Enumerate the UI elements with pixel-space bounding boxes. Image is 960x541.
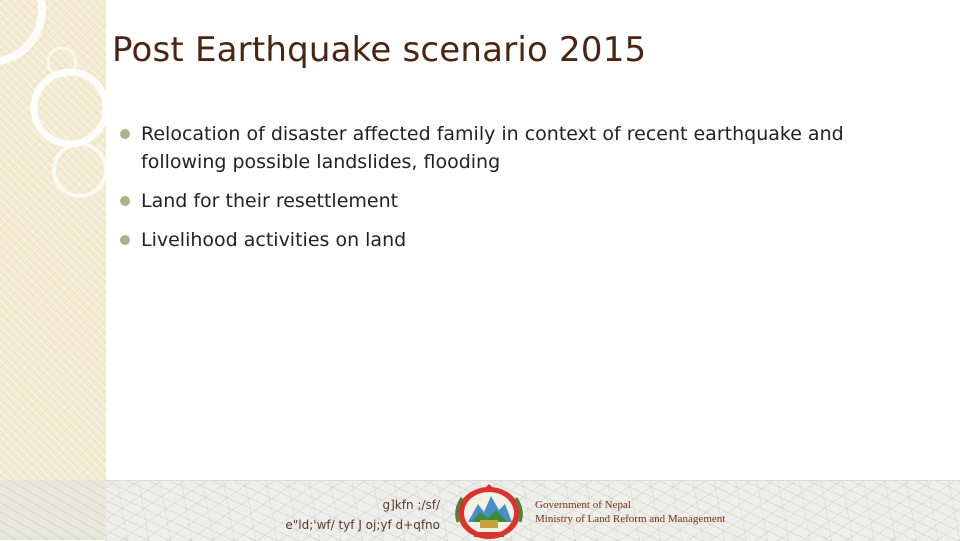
footer-government-text <box>535 498 725 526</box>
gov-line-2: Ministry of Land Reform and Management <box>535 513 726 525</box>
footer-banner <box>106 480 960 541</box>
bullet-item <box>120 187 880 215</box>
gov-line-1: Government of Nepal <box>535 499 631 511</box>
bullet-item <box>120 120 880 176</box>
bullet-item <box>120 226 880 254</box>
bullet-text: Land for their resettlement <box>141 190 399 212</box>
bullet-text: Livelihood activities on land <box>141 229 407 251</box>
bullet-dot <box>120 129 130 139</box>
footer-nepali-text <box>250 495 440 535</box>
nepali-line-1: g]kfn ;/sf/ <box>382 498 440 512</box>
bullet-text: Relocation of disaster affected family in context of recent earthquake and following possible landslides, flooding <box>141 123 844 173</box>
slide-title: Post Earthquake scenario 2015 <box>112 30 647 70</box>
bullet-dot <box>120 196 130 206</box>
nepal-government-emblem-icon <box>450 482 528 540</box>
nepali-line-2: e"ld;'wf/ tyf J oj;yf d+qfno <box>285 518 440 532</box>
bullet-dot <box>120 235 130 245</box>
bullet-list <box>120 120 880 265</box>
footer-left-texture <box>0 480 106 540</box>
